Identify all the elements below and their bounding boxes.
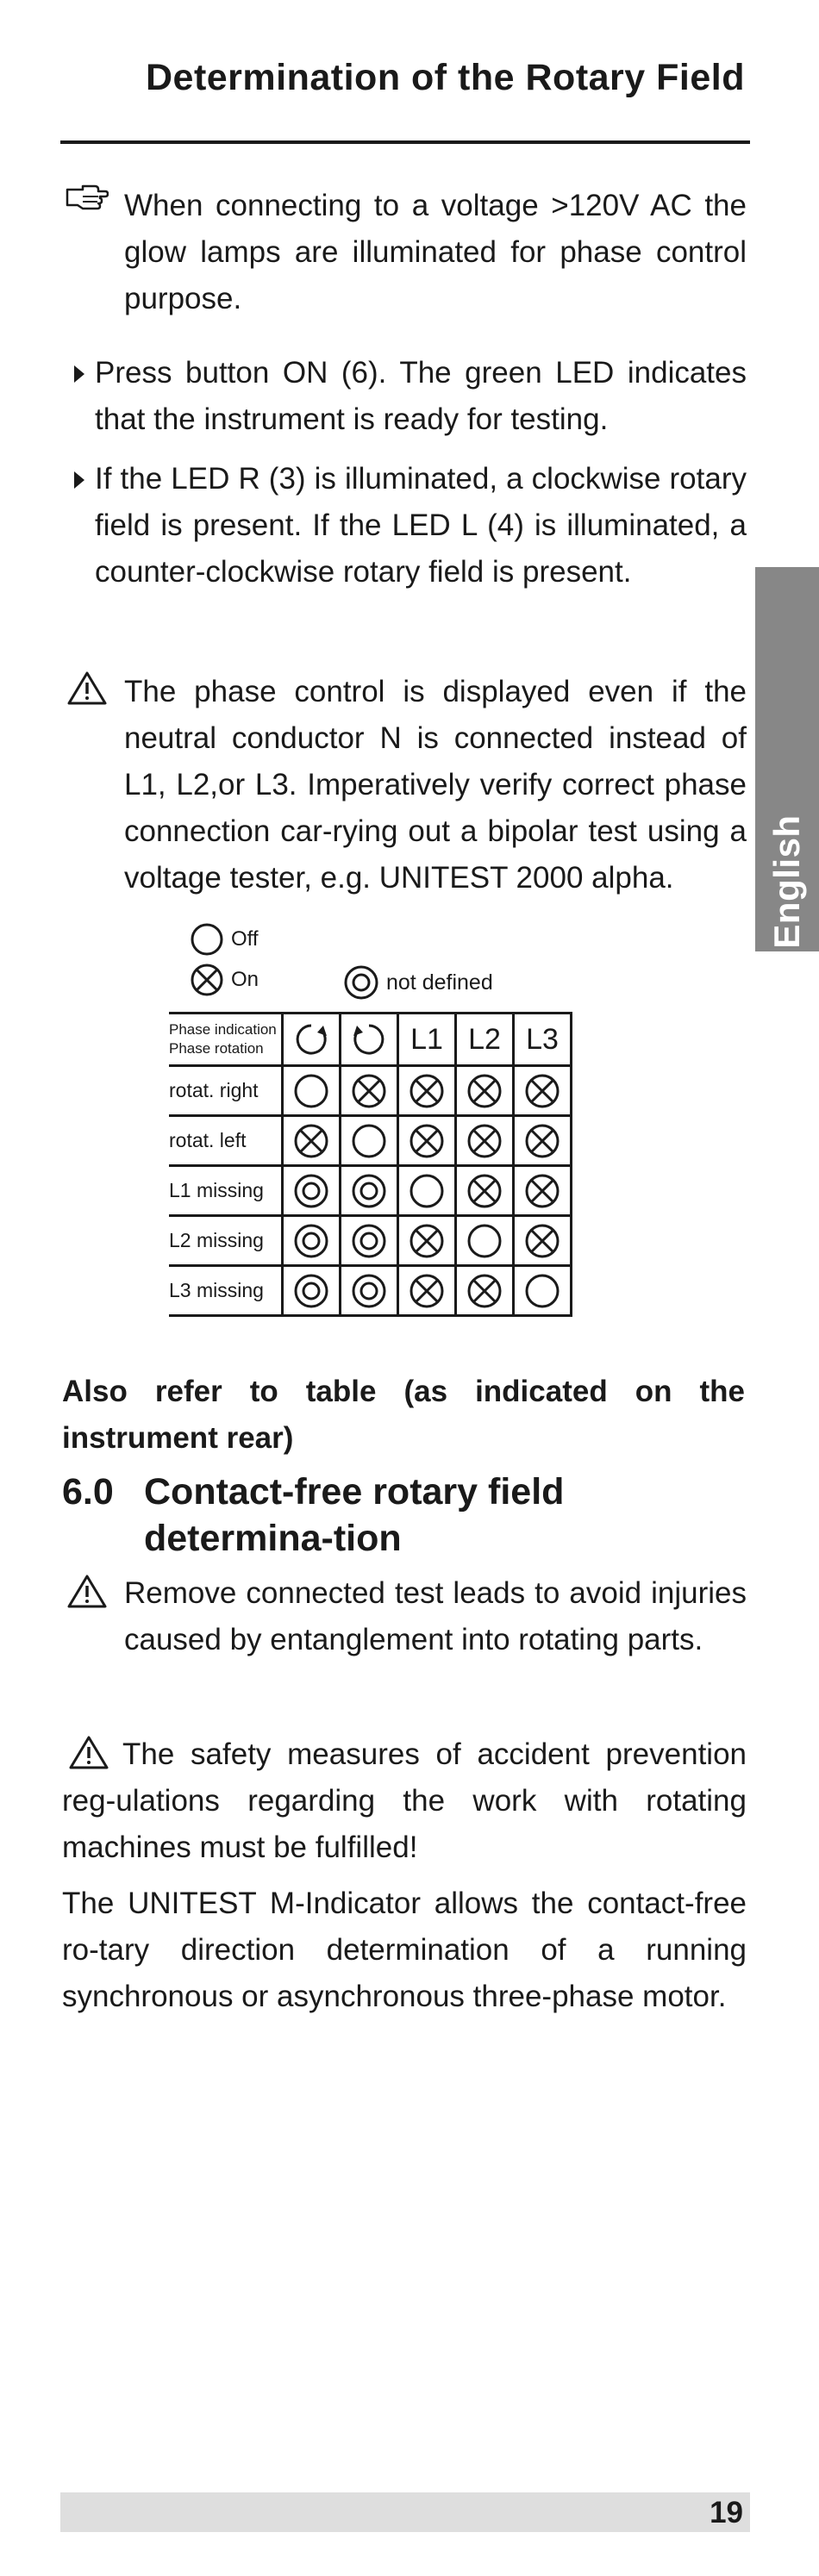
table-header-label (169, 1014, 283, 1066)
warning-icon (67, 671, 107, 705)
lamp-on-icon (524, 1073, 560, 1109)
table-cell (514, 1116, 572, 1166)
lamp-off-icon (466, 1223, 503, 1259)
safety-measures-warning: The safety measures of accident prevention reg-ulations regarding the work with rotating machines must be fulfilled! (62, 1737, 747, 1864)
lamp-on-icon (524, 1123, 560, 1159)
lamp-on-icon (466, 1073, 503, 1109)
footer-bar (60, 2492, 750, 2532)
glow-lamp-note: When connecting to a voltage >120V AC the glow lamps are illuminated for phase control purpose. (124, 189, 747, 315)
page-number: 19 (710, 2496, 743, 2529)
legend-on (190, 963, 259, 997)
bullet-arrow-icon (74, 471, 84, 489)
col-clockwise (283, 1014, 341, 1066)
table-cell (456, 1266, 514, 1316)
lamp-undefined-icon (351, 1173, 387, 1209)
row-label: L3 missing (169, 1266, 283, 1316)
table-cell (283, 1116, 341, 1166)
section-number: 6.0 (62, 1471, 114, 1513)
legend-off (190, 922, 259, 957)
language-tab (755, 567, 819, 951)
section-title: Contact-free rotary field determina-tion (144, 1471, 565, 1559)
table-cell (283, 1266, 341, 1316)
table-cell (456, 1216, 514, 1266)
lamp-off-icon (351, 1123, 387, 1159)
table-row (169, 1066, 572, 1116)
table-cell (514, 1266, 572, 1316)
bullet-arrow-icon (74, 365, 84, 383)
lamp-on-icon (409, 1273, 445, 1309)
pointing-hand-icon (66, 183, 109, 210)
lamp-on-icon (466, 1173, 503, 1209)
lamp-on-icon (293, 1123, 329, 1159)
rotate-clockwise-icon (292, 1020, 330, 1058)
col-l3: L3 (514, 1014, 572, 1066)
table-row (169, 1166, 572, 1216)
phase-indication-table (169, 1012, 572, 1317)
bullet-item: Press button ON (6). The green LED indicates that the instrument is ready for testing. (95, 356, 747, 436)
table-cell (456, 1066, 514, 1116)
table-cell (341, 1266, 398, 1316)
legend-off-label: Off (231, 927, 259, 951)
table-cell (341, 1066, 398, 1116)
table-cell (341, 1216, 398, 1266)
table-cell (398, 1166, 456, 1216)
lamp-undefined-icon (343, 964, 379, 1001)
lamp-on-icon (524, 1173, 560, 1209)
row-label: rotat. left (169, 1116, 283, 1166)
page-title: Determination of the Rotary Field (145, 57, 745, 98)
bullet-item: If the LED R (3) is illuminated, a clockwise rotary field is present. If the LED L (4) is illuminated, a counter-clockwise rotary field is present. (95, 462, 747, 589)
language-tab-label: English (766, 814, 807, 949)
lamp-off-icon (409, 1173, 445, 1209)
table-cell (456, 1166, 514, 1216)
lamp-undefined-icon (351, 1223, 387, 1259)
table-cell (398, 1116, 456, 1166)
lamp-on-icon (351, 1073, 387, 1109)
table-cell (398, 1266, 456, 1316)
header-phase-indication: Phase indication (169, 1021, 277, 1038)
lamp-off-icon (524, 1273, 560, 1309)
legend-not-defined-label: not defined (386, 970, 493, 995)
table-cell (514, 1166, 572, 1216)
legend-not-defined (343, 964, 493, 1001)
body-paragraph: The UNITEST M-Indicator allows the contact-free ro-tary direction determination of a running synchronous or asynchronous three-phase motor. (62, 1887, 747, 2013)
table-cell (283, 1216, 341, 1266)
section-heading (62, 1469, 752, 1562)
table-row (169, 1116, 572, 1166)
lamp-on-icon (190, 963, 224, 997)
row-label: rotat. right (169, 1066, 283, 1116)
row-label: L2 missing (169, 1216, 283, 1266)
lamp-on-icon (409, 1073, 445, 1109)
lamp-undefined-icon (293, 1273, 329, 1309)
lamp-on-icon (466, 1123, 503, 1159)
table-cell (514, 1066, 572, 1116)
remove-leads-warning: Remove connected test leads to avoid injuries caused by entanglement into rotating parts. (124, 1576, 747, 1656)
table-cell (456, 1116, 514, 1166)
table-cell (283, 1066, 341, 1116)
col-counter-clockwise (341, 1014, 398, 1066)
title-divider (60, 140, 750, 144)
header-phase-rotation: Phase rotation (169, 1040, 264, 1057)
table-row (169, 1216, 572, 1266)
table-reference-note: Also refer to table (as indicated on the instrument rear) (62, 1375, 745, 1455)
col-l1: L1 (398, 1014, 456, 1066)
lamp-off-icon (190, 922, 224, 957)
lamp-on-icon (409, 1223, 445, 1259)
lamp-undefined-icon (293, 1223, 329, 1259)
lamp-undefined-icon (293, 1173, 329, 1209)
table-cell (341, 1116, 398, 1166)
lamp-on-icon (524, 1223, 560, 1259)
table-row (169, 1266, 572, 1316)
col-l2: L2 (456, 1014, 514, 1066)
table-header-row (169, 1014, 572, 1066)
lamp-off-icon (293, 1073, 329, 1109)
lamp-on-icon (409, 1123, 445, 1159)
table-cell (341, 1166, 398, 1216)
legend-on-label: On (231, 968, 259, 991)
table-cell (283, 1166, 341, 1216)
warning-icon (67, 1574, 107, 1608)
phase-control-warning: The phase control is displayed even if the neutral conductor N is connected instead of L1, L2,or L3. Imperatively verify correct phase connection car-rying out a bipolar test using a voltage tester, e.g. UNITEST 2000 alpha. (124, 675, 747, 895)
table-cell (398, 1066, 456, 1116)
row-label: L1 missing (169, 1166, 283, 1216)
table-cell (514, 1216, 572, 1266)
rotate-counter-clockwise-icon (350, 1020, 388, 1058)
lamp-on-icon (466, 1273, 503, 1309)
table-cell (398, 1216, 456, 1266)
lamp-undefined-icon (351, 1273, 387, 1309)
